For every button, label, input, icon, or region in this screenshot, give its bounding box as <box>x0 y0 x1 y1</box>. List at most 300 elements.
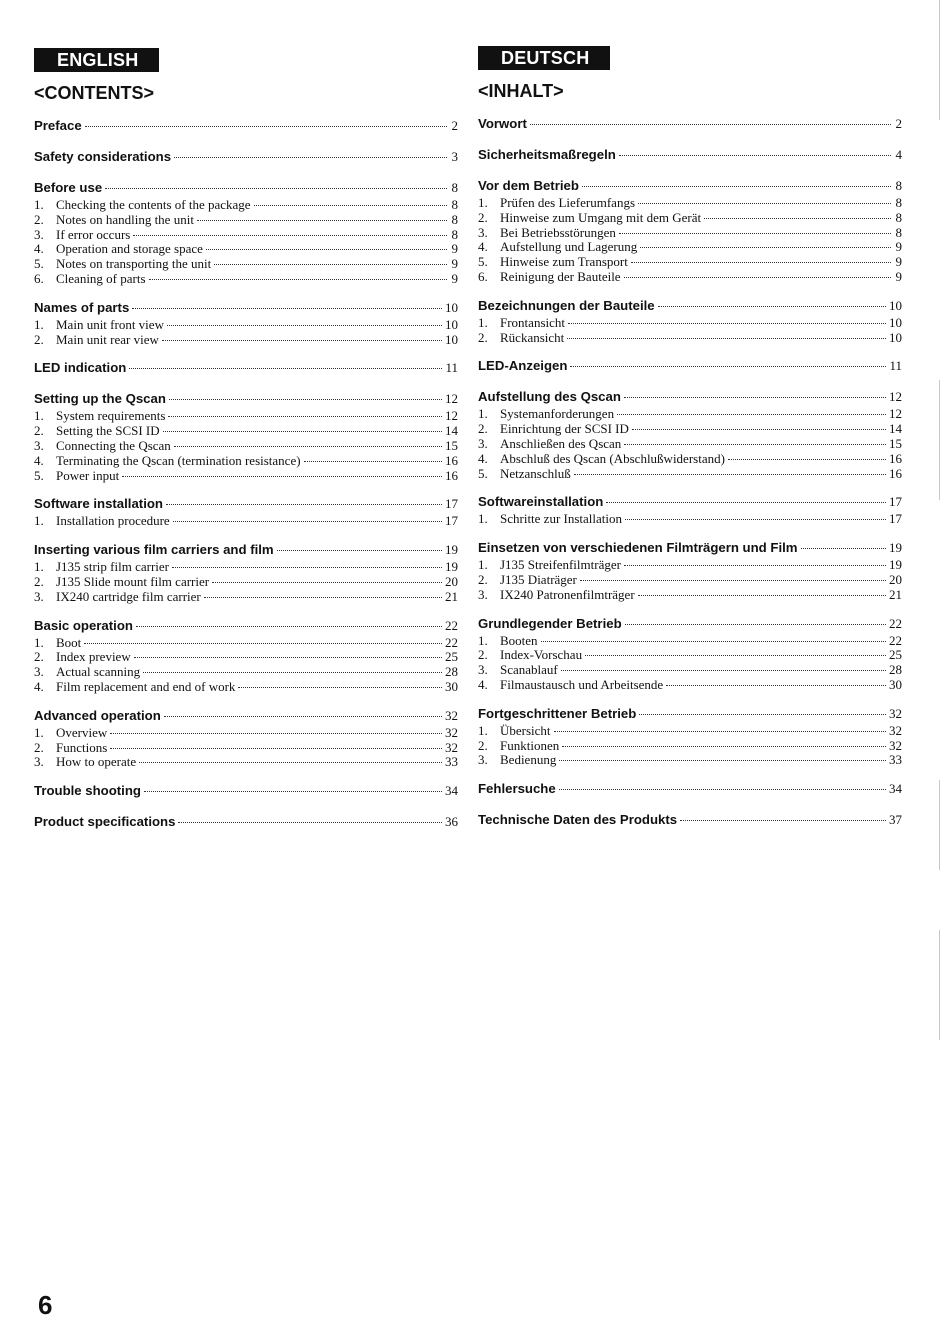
toc-item-number: 2. <box>478 571 488 587</box>
toc-item-label: Bedienung <box>500 752 557 768</box>
toc-item-number: 3. <box>34 437 44 453</box>
toc-item-entry[interactable] <box>34 754 458 769</box>
toc-item-entry[interactable] <box>34 725 458 740</box>
toc-item-entry[interactable] <box>478 315 902 330</box>
dot-leader <box>561 670 886 671</box>
dot-leader <box>134 657 442 658</box>
dot-leader <box>640 247 891 248</box>
toc-item-entry[interactable] <box>34 468 458 483</box>
toc-page-number: 19 <box>445 542 458 558</box>
dot-leader <box>166 504 442 505</box>
toc-item-label: Overview <box>56 724 108 740</box>
toc-item-number: 5. <box>34 256 44 272</box>
toc-section-entry[interactable] <box>478 116 902 133</box>
dot-leader <box>541 641 886 642</box>
toc-item-entry[interactable] <box>34 635 458 650</box>
toc-section-title: Inserting various film carriers and film <box>34 542 274 558</box>
dot-leader <box>638 203 891 204</box>
toc-page-number: 10 <box>445 299 458 315</box>
dot-leader <box>570 366 886 367</box>
toc-item-label: Power input <box>56 467 120 483</box>
dot-leader <box>122 476 442 477</box>
dot-leader <box>562 746 886 747</box>
toc-page-number: 9 <box>895 268 902 284</box>
toc-section <box>34 300 458 347</box>
toc-page-number: 21 <box>889 586 902 602</box>
toc-item-entry[interactable] <box>478 572 902 587</box>
toc-item-entry[interactable] <box>34 241 458 256</box>
toc-item-entry[interactable] <box>478 269 902 284</box>
toc-item-label: Rückansicht <box>500 329 565 345</box>
dot-leader <box>624 565 886 566</box>
toc-section-entry[interactable] <box>34 783 458 800</box>
toc-page-number: 10 <box>889 329 902 345</box>
toc-section-entry[interactable] <box>478 494 902 511</box>
toc-section <box>478 494 902 526</box>
toc-item-entry[interactable] <box>478 254 902 269</box>
deutsch-contents-column <box>478 46 902 843</box>
toc-item-number: 2. <box>34 739 44 755</box>
toc-item-label: Notes on handling the unit <box>56 211 194 227</box>
toc-page-number: 30 <box>445 678 458 694</box>
toc-item-entry[interactable] <box>34 438 458 453</box>
toc-item-label: Frontansicht <box>500 314 565 330</box>
toc-item-label: Index-Vorschau <box>500 647 583 663</box>
toc-section <box>34 149 458 166</box>
dot-leader <box>625 519 886 520</box>
toc-item-number: 3. <box>478 435 488 451</box>
toc-page-number: 17 <box>445 513 458 529</box>
dot-leader <box>606 502 886 503</box>
dot-leader <box>567 338 886 339</box>
toc-section-entry[interactable] <box>478 298 902 315</box>
toc-section <box>34 708 458 769</box>
toc-page-number: 32 <box>889 705 902 721</box>
toc-item-number: 3. <box>478 224 488 240</box>
dot-leader <box>163 431 442 432</box>
toc-item-entry[interactable] <box>34 256 458 271</box>
toc-section <box>34 542 458 603</box>
toc-item-entry[interactable] <box>34 574 458 589</box>
toc-item-number: 2. <box>34 649 44 665</box>
toc-item-entry[interactable] <box>478 421 902 436</box>
toc-section-entry[interactable] <box>478 178 902 195</box>
toc-item-number: 1. <box>478 195 488 210</box>
toc-item-entry[interactable] <box>478 436 902 451</box>
toc-page-number: 32 <box>445 739 458 755</box>
toc-section-entry[interactable] <box>478 389 902 406</box>
toc-page-number: 19 <box>889 540 902 556</box>
dot-leader <box>559 789 886 790</box>
toc-page-number: 8 <box>895 195 902 210</box>
toc-page-number: 9 <box>895 254 902 270</box>
toc-item-entry[interactable] <box>478 662 902 677</box>
toc-section-entry[interactable] <box>34 496 458 513</box>
toc-section-title: Softwareinstallation <box>478 494 604 510</box>
toc-item-label: Terminating the Qscan (termination resistance) <box>56 452 301 468</box>
toc-section <box>478 147 902 164</box>
toc-section-title: Sicherheitsmaßregeln <box>478 147 616 162</box>
toc-section-entry[interactable] <box>34 360 458 377</box>
toc-page-number: 14 <box>889 421 902 437</box>
toc-page-number: 34 <box>445 783 458 799</box>
toc-item-label: Main unit front view <box>56 316 164 332</box>
dot-leader <box>169 399 442 400</box>
dot-leader <box>582 186 891 187</box>
dot-leader <box>144 791 442 792</box>
toc-item-entry[interactable] <box>34 589 458 604</box>
toc-section-title: Names of parts <box>34 299 130 315</box>
dot-leader <box>624 444 886 445</box>
toc-page-number: 15 <box>889 435 902 451</box>
toc-section-title: Grundlegender Betrieb <box>478 615 622 631</box>
toc-section-entry[interactable] <box>34 149 458 166</box>
toc-section-title: Vorwort <box>478 116 527 131</box>
toc-item-entry[interactable] <box>478 633 902 648</box>
toc-section <box>478 389 902 480</box>
toc-item-number: 3. <box>34 226 44 242</box>
dot-leader <box>149 279 447 280</box>
toc-page-number: 16 <box>889 450 902 466</box>
toc-item-number: 4. <box>34 452 44 468</box>
toc-section-title: Setting up the Qscan <box>34 391 166 407</box>
toc-section-entry[interactable] <box>34 300 458 317</box>
dot-leader <box>204 597 442 598</box>
toc-item-entry[interactable] <box>478 210 902 225</box>
scan-edge-mark <box>939 930 940 1040</box>
toc-item-entry[interactable] <box>34 408 458 423</box>
toc-item-label: J135 Diaträger <box>500 571 577 587</box>
toc-item-number: 5. <box>34 467 44 483</box>
toc-item-entry[interactable] <box>478 738 902 753</box>
toc-page-number: 8 <box>895 224 902 240</box>
toc-item-entry[interactable] <box>34 197 458 212</box>
toc-page-number: 22 <box>445 617 458 633</box>
toc-page-number: 32 <box>889 737 902 753</box>
toc-item-number: 1. <box>34 559 44 575</box>
toc-item-label: J135 Slide mount film carrier <box>56 573 210 589</box>
toc-item-label: Hinweise zum Transport <box>500 254 628 270</box>
toc-item-entry[interactable] <box>34 679 458 694</box>
toc-page-number: 12 <box>445 391 458 407</box>
toc-item-label: Actual scanning <box>56 664 141 680</box>
dot-leader <box>625 624 886 625</box>
dot-leader <box>105 188 447 189</box>
toc-page-number: 17 <box>889 494 902 510</box>
toc-item-number: 5. <box>478 254 488 270</box>
toc-item-label: Cleaning of parts <box>56 270 146 286</box>
toc-item-entry[interactable] <box>34 664 458 679</box>
toc-item-label: IX240 Patronenfilmträger <box>500 586 635 602</box>
scan-edge-mark <box>939 380 940 500</box>
dot-leader <box>638 595 886 596</box>
toc-page-number: 28 <box>445 664 458 680</box>
dot-leader <box>110 748 442 749</box>
dot-leader <box>167 325 442 326</box>
toc-page-number: 28 <box>889 662 902 678</box>
toc-page-number: 15 <box>445 437 458 453</box>
toc-page-number: 12 <box>889 389 902 405</box>
dot-leader <box>174 446 442 447</box>
toc-item-entry[interactable] <box>34 649 458 664</box>
toc-section-entry[interactable] <box>478 147 902 164</box>
dot-leader <box>136 626 442 627</box>
dot-leader <box>658 306 886 307</box>
dot-leader <box>172 567 442 568</box>
toc-item-label: Aufstellung und Lagerung <box>500 239 638 255</box>
toc-section-entry[interactable] <box>34 118 458 135</box>
toc-page-number: 10 <box>445 331 458 347</box>
toc-section-entry[interactable] <box>478 706 902 723</box>
toc-item-number: 1. <box>478 406 488 422</box>
toc-item-label: Notes on transporting the unit <box>56 256 212 272</box>
toc-item-entry[interactable] <box>34 559 458 574</box>
toc-page-number: 34 <box>889 781 902 797</box>
dot-leader <box>801 548 886 549</box>
scan-edge-mark <box>939 0 940 120</box>
toc-page-number: 25 <box>889 647 902 663</box>
dot-leader <box>129 368 442 369</box>
toc-item-entry[interactable] <box>478 677 902 692</box>
toc-section-entry[interactable] <box>34 814 458 831</box>
toc-section-entry[interactable] <box>34 391 458 408</box>
toc-page-number: 9 <box>451 241 458 257</box>
toc-item-label: Scanablauf <box>500 662 558 678</box>
toc-page-number: 9 <box>451 270 458 286</box>
toc-item-label: Boot <box>56 634 82 650</box>
toc-section <box>34 814 458 831</box>
dot-leader <box>139 762 442 763</box>
toc-item-entry[interactable] <box>34 332 458 347</box>
toc-item-label: Setting the SCSI ID <box>56 423 160 439</box>
toc-item-number: 3. <box>34 754 44 770</box>
toc-item-entry[interactable] <box>478 330 902 345</box>
toc-page-number: 8 <box>895 178 902 193</box>
toc-item-number: 2. <box>34 211 44 227</box>
toc-item-entry[interactable] <box>34 227 458 242</box>
toc-item-number: 3. <box>34 664 44 680</box>
toc-item-number: 1. <box>34 724 44 740</box>
toc-page-number: 37 <box>889 812 902 828</box>
toc-item-label: Einrichtung der SCSI ID <box>500 421 629 437</box>
toc-section <box>478 358 902 375</box>
toc-item-entry[interactable] <box>34 317 458 332</box>
toc-page-number: 22 <box>889 632 902 648</box>
toc-item-entry[interactable] <box>478 511 902 526</box>
toc-item-entry[interactable] <box>478 406 902 421</box>
toc-section <box>478 116 902 133</box>
toc-page-number: 8 <box>451 211 458 227</box>
toc-page-number: 12 <box>445 408 458 424</box>
toc-section-title: LED indication <box>34 360 127 376</box>
toc-item-label: Prüfen des Lieferumfangs <box>500 195 636 210</box>
toc-page-number: 8 <box>895 209 902 225</box>
toc-item-entry[interactable] <box>34 423 458 438</box>
toc-item-label: System requirements <box>56 408 166 424</box>
toc-section-title: Product specifications <box>34 814 176 830</box>
toc-page-number: 11 <box>889 358 902 374</box>
dot-leader <box>728 459 886 460</box>
toc-page-number: 10 <box>889 297 902 313</box>
toc-section-title: Software installation <box>34 496 163 512</box>
deutsch-toc <box>478 116 902 829</box>
toc-section <box>34 360 458 377</box>
toc-section <box>478 812 902 829</box>
toc-item-number: 1. <box>34 634 44 650</box>
english-contents-column <box>34 48 458 845</box>
english-toc <box>34 118 458 831</box>
toc-page-number: 9 <box>451 256 458 272</box>
toc-item-number: 1. <box>34 197 44 212</box>
toc-section-entry[interactable] <box>34 618 458 635</box>
toc-item-label: Hinweise zum Umgang mit dem Gerät <box>500 209 702 225</box>
dot-leader <box>168 416 442 417</box>
toc-section-entry[interactable] <box>478 358 902 375</box>
toc-item-entry[interactable] <box>34 453 458 468</box>
toc-section-entry[interactable] <box>478 812 902 829</box>
dot-leader <box>173 521 442 522</box>
toc-page-number: 33 <box>445 754 458 770</box>
toc-item-label: Bei Betriebsstörungen <box>500 224 616 240</box>
toc-page-number: 20 <box>445 573 458 589</box>
toc-item-number: 3. <box>34 588 44 604</box>
toc-item-label: Systemanforderungen <box>500 406 615 422</box>
toc-item-number: 2. <box>478 737 488 753</box>
toc-item-entry[interactable] <box>478 225 902 240</box>
toc-item-entry[interactable] <box>478 239 902 254</box>
dot-leader <box>619 233 891 234</box>
toc-item-label: Übersicht <box>500 722 551 738</box>
toc-page-number: 25 <box>445 649 458 665</box>
toc-item-number: 1. <box>478 314 488 330</box>
toc-item-entry[interactable] <box>34 271 458 286</box>
toc-page-number: 10 <box>889 314 902 330</box>
dot-leader <box>574 474 886 475</box>
toc-page-number: 16 <box>445 452 458 468</box>
toc-section-title: Fortgeschrittener Betrieb <box>478 705 637 721</box>
toc-section-title: Trouble shooting <box>34 783 141 799</box>
toc-item-entry[interactable] <box>478 466 902 481</box>
toc-item-number: 4. <box>478 239 488 255</box>
dot-leader <box>110 733 442 734</box>
toc-item-label: Schritte zur Installation <box>500 511 623 527</box>
toc-item-label: Operation and storage space <box>56 241 203 257</box>
toc-item-label: Index preview <box>56 649 131 665</box>
dot-leader <box>132 308 442 309</box>
toc-item-label: Main unit rear view <box>56 331 159 347</box>
dot-leader <box>580 580 886 581</box>
toc-item-number: 3. <box>478 662 488 678</box>
toc-item-number: 1. <box>478 632 488 648</box>
toc-section-entry[interactable] <box>34 180 458 197</box>
toc-item-number: 2. <box>34 573 44 589</box>
toc-item-entry[interactable] <box>34 740 458 755</box>
toc-item-entry[interactable] <box>478 451 902 466</box>
scan-edge-mark <box>939 780 940 870</box>
toc-page-number: 16 <box>889 465 902 481</box>
toc-section-title: Before use <box>34 180 103 195</box>
toc-item-entry[interactable] <box>478 587 902 602</box>
toc-page-number: 30 <box>889 676 902 692</box>
toc-item-number: 2. <box>34 423 44 439</box>
toc-section <box>34 180 458 286</box>
toc-section <box>34 118 458 135</box>
toc-item-number: 4. <box>478 450 488 466</box>
toc-page-number: 19 <box>445 559 458 575</box>
toc-section-title: Bezeichnungen der Bauteile <box>478 297 655 313</box>
toc-section-title: Aufstellung des Qscan <box>478 389 621 405</box>
toc-section <box>478 540 902 601</box>
toc-section-title: LED-Anzeigen <box>478 358 568 374</box>
toc-section-entry[interactable] <box>478 616 902 633</box>
toc-section <box>34 496 458 528</box>
dot-leader <box>85 126 447 127</box>
dot-leader <box>639 714 886 715</box>
toc-item-label: Installation procedure <box>56 513 170 529</box>
contents-heading: <CONTENTS> <box>34 83 155 103</box>
dot-leader <box>197 220 447 221</box>
toc-item-entry[interactable] <box>478 647 902 662</box>
toc-section-entry[interactable] <box>478 540 902 557</box>
toc-section-entry[interactable] <box>34 542 458 559</box>
toc-page-number: 10 <box>445 316 458 332</box>
toc-item-label: Abschluß des Qscan (Abschlußwiderstand) <box>500 450 725 466</box>
toc-item-number: 3. <box>478 586 488 602</box>
toc-item-entry[interactable] <box>478 557 902 572</box>
toc-page-number: 12 <box>889 406 902 422</box>
toc-section <box>34 391 458 482</box>
toc-item-entry[interactable] <box>478 723 902 738</box>
toc-item-entry[interactable] <box>34 513 458 528</box>
toc-page-number: 11 <box>445 360 458 376</box>
toc-section-entry[interactable] <box>34 708 458 725</box>
toc-item-entry[interactable] <box>478 752 902 767</box>
toc-item-entry[interactable] <box>478 195 902 210</box>
toc-item-label: Funktionen <box>500 737 560 753</box>
toc-section-title: Technische Daten des Produkts <box>478 812 678 828</box>
toc-page-number: 8 <box>451 226 458 242</box>
toc-section <box>34 618 458 694</box>
toc-item-label: Connecting the Qscan <box>56 437 171 453</box>
toc-page-number: 32 <box>445 724 458 740</box>
dot-leader <box>680 820 886 821</box>
toc-section-title: Vor dem Betrieb <box>478 178 579 193</box>
toc-page-number: 19 <box>889 557 902 573</box>
dot-leader <box>632 429 886 430</box>
dot-leader <box>304 461 442 462</box>
toc-item-label: Film replacement and end of work <box>56 678 236 694</box>
toc-item-entry[interactable] <box>34 212 458 227</box>
dot-leader <box>559 760 886 761</box>
dot-leader <box>617 414 886 415</box>
toc-page-number: 17 <box>445 496 458 512</box>
toc-page-number: 14 <box>445 423 458 439</box>
inhalt-heading: <INHALT> <box>478 81 564 101</box>
toc-item-number: 2. <box>34 331 44 347</box>
toc-section-entry[interactable] <box>478 781 902 798</box>
toc-page-number: 33 <box>889 752 902 768</box>
toc-item-label: Booten <box>500 632 538 648</box>
toc-page-number: 32 <box>889 722 902 738</box>
toc-item-label: Reinigung der Bauteile <box>500 268 621 284</box>
toc-section-title: Safety considerations <box>34 149 172 164</box>
toc-item-number: 5. <box>478 465 488 481</box>
dot-leader <box>619 155 891 156</box>
toc-item-number: 4. <box>478 676 488 692</box>
dot-leader <box>164 716 442 717</box>
toc-item-number: 1. <box>478 511 488 527</box>
toc-page-number: 16 <box>445 467 458 483</box>
